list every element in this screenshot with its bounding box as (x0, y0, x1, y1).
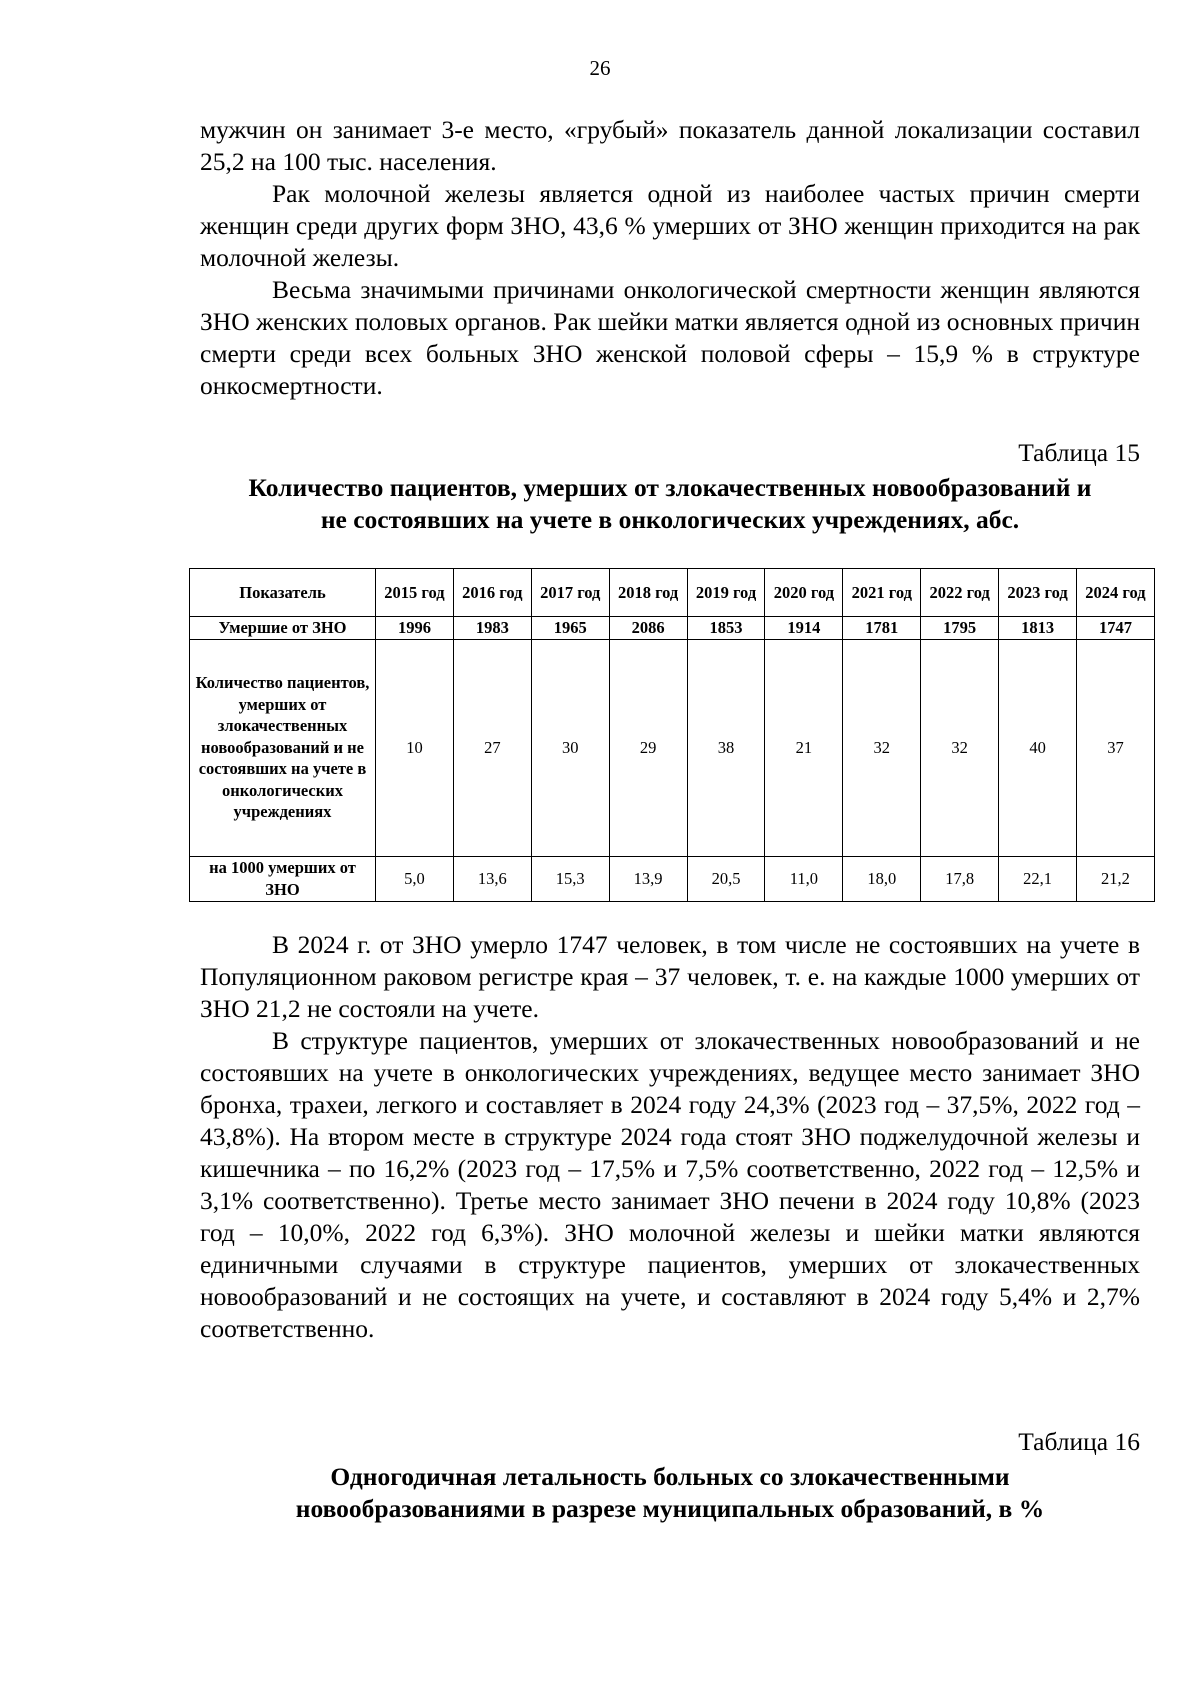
table-15-title (200, 472, 1140, 536)
body-text-middle (200, 929, 1140, 1345)
header-cell-year: 2023 год (999, 569, 1077, 617)
table-15-title-line: не состоявших на учете в онкологических учреждениях, абс. (320, 505, 1020, 534)
table-cell: 37 (1077, 639, 1155, 856)
page-number: 26 (589, 56, 611, 80)
paragraph: Рак молочной железы является одной из наиболее частых причин смерти женщин среди других форм ЗНО, 43,6 % умерших от ЗНО женщин приходится на рак молочной железы. (200, 179, 1140, 272)
row-label: на 1000 умерших от ЗНО (190, 856, 376, 901)
table-cell: 2086 (609, 617, 687, 640)
table-cell: 1853 (687, 617, 765, 640)
table-cell: 30 (531, 639, 609, 856)
table-cell: 1983 (453, 617, 531, 640)
header-cell-year: 2020 год (765, 569, 843, 617)
table-cell: 20,5 (687, 856, 765, 901)
table-16-label: Таблица 16 (1018, 1427, 1140, 1456)
table-cell: 40 (999, 639, 1077, 856)
table-16-title-line: Одногодичная летальность больных со злокачественными (330, 1462, 1010, 1491)
table-cell: 13,6 (453, 856, 531, 901)
table-cell: 38 (687, 639, 765, 856)
body-text-top (200, 114, 1140, 402)
header-cell-year: 2022 год (921, 569, 999, 617)
header-cell-year: 2018 год (609, 569, 687, 617)
paragraph: В структуре пациентов, умерших от злокачественных новообразований и не состоявших на учете в онкологических учреждениях, ведущее место занимает ЗНО бронха, трахеи, легкого и составляет в 2024 году 24,3% (2023 год – 37,5%, 2022 год – 43,8%). На втором месте в структуре 2024 года стоят ЗНО поджелудочной железы и кишечника – по 16,2% (2023 год – 17,5% и 7,5% соответственно, 2022 год – 12,5% и 3,1% соответственно). Третье место занимает ЗНО печени в 2024 году 10,8% (2023 год – 10,0%, 2022 год 6,3%). ЗНО молочной железы и шейки матки являются единичными случаями в структуре пациентов, умерших от злокачественных новообразований и не состоящих на учете, и составляют в 2024 году 5,4% и 2,7% соответственно. (200, 1026, 1140, 1343)
table-cell: 27 (453, 639, 531, 856)
table-cell: 15,3 (531, 856, 609, 901)
table-row (190, 617, 1155, 640)
table-cell: 1965 (531, 617, 609, 640)
table-row (190, 856, 1155, 901)
table-15 (189, 568, 1155, 902)
paragraph: В 2024 г. от ЗНО умерло 1747 человек, в том числе не состоявших на учете в Популяционном раковом регистре края – 37 человек, т. е. на каждые 1000 умерших от ЗНО 21,2 не состояли на учете. (200, 930, 1140, 1023)
table-cell: 5,0 (376, 856, 454, 901)
header-cell-year: 2024 год (1077, 569, 1155, 617)
row-label: Количество пациентов, умерших от злокачественных новообразований и не состоявших на учете в онкологических учреждениях (190, 639, 376, 856)
table-cell: 32 (921, 639, 999, 856)
header-cell-indicator: Показатель (190, 569, 376, 617)
table-16-title (200, 1461, 1140, 1525)
table-cell: 1996 (376, 617, 454, 640)
table-cell: 10 (376, 639, 454, 856)
table-header-row (190, 569, 1155, 617)
table-cell: 29 (609, 639, 687, 856)
table-cell: 1747 (1077, 617, 1155, 640)
table-cell: 18,0 (843, 856, 921, 901)
header-cell-year: 2021 год (843, 569, 921, 617)
table-cell: 1781 (843, 617, 921, 640)
table-cell: 1914 (765, 617, 843, 640)
header-cell-year: 2016 год (453, 569, 531, 617)
table-cell: 13,9 (609, 856, 687, 901)
table-cell: 22,1 (999, 856, 1077, 901)
table-15-title-line: Количество пациентов, умерших от злокачественных новообразований и (248, 473, 1092, 502)
table-cell: 1795 (921, 617, 999, 640)
table-cell: 32 (843, 639, 921, 856)
header-cell-year: 2015 год (376, 569, 454, 617)
table-cell: 21 (765, 639, 843, 856)
paragraph: мужчин он занимает 3-е место, «грубый» показатель данной локализации составил 25,2 на 100 тыс. населения. (200, 115, 1140, 176)
table-15-label: Таблица 15 (1018, 438, 1140, 467)
paragraph: Весьма значимыми причинами онкологической смертности женщин являются ЗНО женских половых органов. Рак шейки матки является одной из основных причин смерти среди всех больных ЗНО женской половой сферы – 15,9 % в структуре онкосмертности. (200, 275, 1140, 400)
header-cell-year: 2017 год (531, 569, 609, 617)
table-row (190, 639, 1155, 856)
table-16-title-line: новообразованиями в разрезе муниципальных образований, в % (295, 1494, 1045, 1523)
table-cell: 11,0 (765, 856, 843, 901)
header-cell-year: 2019 год (687, 569, 765, 617)
row-label: Умершие от ЗНО (190, 617, 376, 640)
table-cell: 1813 (999, 617, 1077, 640)
table-cell: 17,8 (921, 856, 999, 901)
table-cell: 21,2 (1077, 856, 1155, 901)
